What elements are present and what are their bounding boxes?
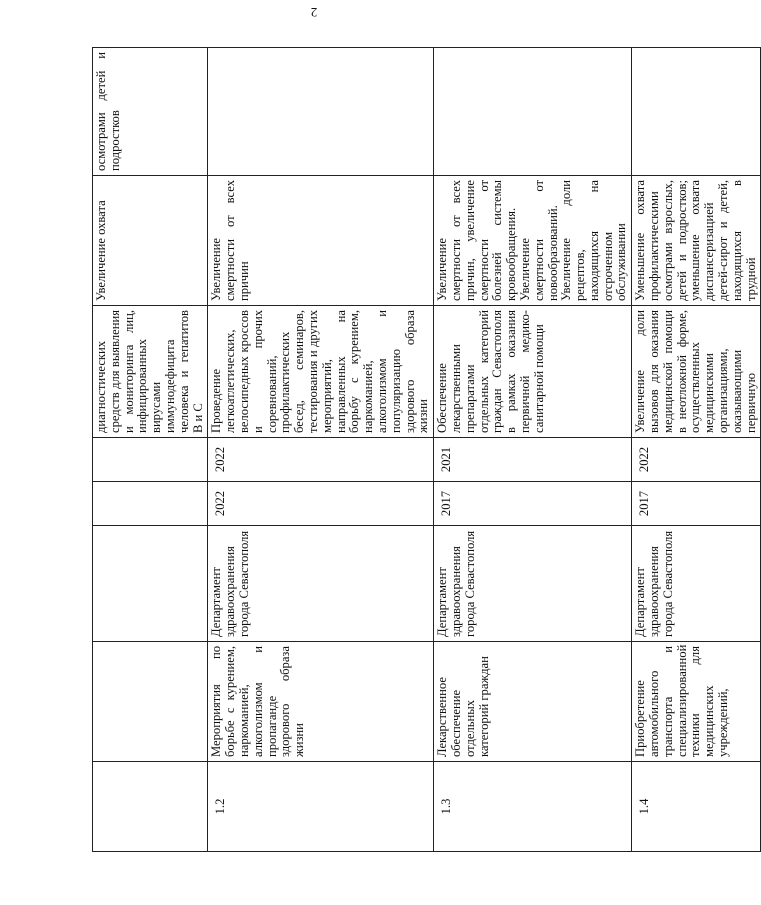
cell-number: 1.3: [434, 762, 632, 852]
cell-title: Мероприятия по борьбе с курением, наркоманией, алкоголизмом и пропаганде здорового образа жизни: [208, 642, 434, 762]
cell-problems: [632, 48, 761, 176]
cell-actions: Проведение легкоатлетических, велосипедных кроссов и прочих соревнований, профилактических бесед, семинаров, тестирования и других мероприятий, направленных на борьбу с курением, наркоманией, алкоголизмом и популяризацию здорового образа жизни: [208, 306, 434, 438]
cell-results: Увеличение смертности от всех причин, увеличение смертности от болезней системы кровообращения. Увеличение смертности от новообразований. Увеличение доли рецептов, находящихся на отсроченном обслуживании: [434, 176, 632, 306]
cell-results: Увеличение охвата: [93, 176, 208, 306]
program-table: [92, 47, 761, 852]
cell-executor: Департамент здравоохранения города Севастополя: [632, 526, 761, 642]
cell-title: [93, 642, 208, 762]
cell-results: Уменьшение охвата профилактическими осмотрами взрослых, детей и подростков; уменьшение охвата диспансеризацией детей-сирот и детей, находящихся в трудной: [632, 176, 761, 306]
cell-problems: осмотрами детей и подростков: [93, 48, 208, 176]
cell-end-year: [93, 438, 208, 482]
cell-title: Приобретение автомобильного транспорта и специализированной техники для медицинских учреждений,: [632, 642, 761, 762]
cell-end-year: 2022: [208, 438, 434, 482]
table-row: [632, 48, 761, 852]
table-row: [93, 48, 208, 852]
cell-actions: диагностических средств для выявления и мониторинга лиц, инфицированных вирусами иммунодефицита человека и гепатитов В и С: [93, 306, 208, 438]
cell-number: [93, 762, 208, 852]
cell-start-year: 2017: [632, 482, 761, 526]
cell-end-year: 2021: [434, 438, 632, 482]
cell-start-year: 2017: [434, 482, 632, 526]
table-rotated: [92, 48, 758, 852]
rotated-table-area: [92, 48, 758, 852]
cell-number: 1.2: [208, 762, 434, 852]
table-row: [434, 48, 632, 852]
table-row: [208, 48, 434, 852]
cell-problems: [434, 48, 632, 176]
cell-title: Лекарственное обеспечение отдельных категорий граждан: [434, 642, 632, 762]
cell-problems: [208, 48, 434, 176]
cell-number: 1.4: [632, 762, 761, 852]
cell-executor: [93, 526, 208, 642]
cell-actions: Увеличение доли вызовов для оказания медицинской помощи в неотложной форме, осуществленных медицинскими организациями, оказывающими первичную: [632, 306, 761, 438]
cell-results: Увеличение смертности от всех причин: [208, 176, 434, 306]
cell-executor: Департамент здравоохранения города Севастополя: [208, 526, 434, 642]
page-number: 2: [310, 5, 318, 20]
cell-actions: Обеспечение лекарственными препаратами отдельных категорий граждан Севастополя в рамках оказания первичной медико-санитарной помощи: [434, 306, 632, 438]
cell-start-year: [93, 482, 208, 526]
cell-end-year: 2022: [632, 438, 761, 482]
cell-executor: Департамент здравоохранения города Севастополя: [434, 526, 632, 642]
cell-start-year: 2022: [208, 482, 434, 526]
